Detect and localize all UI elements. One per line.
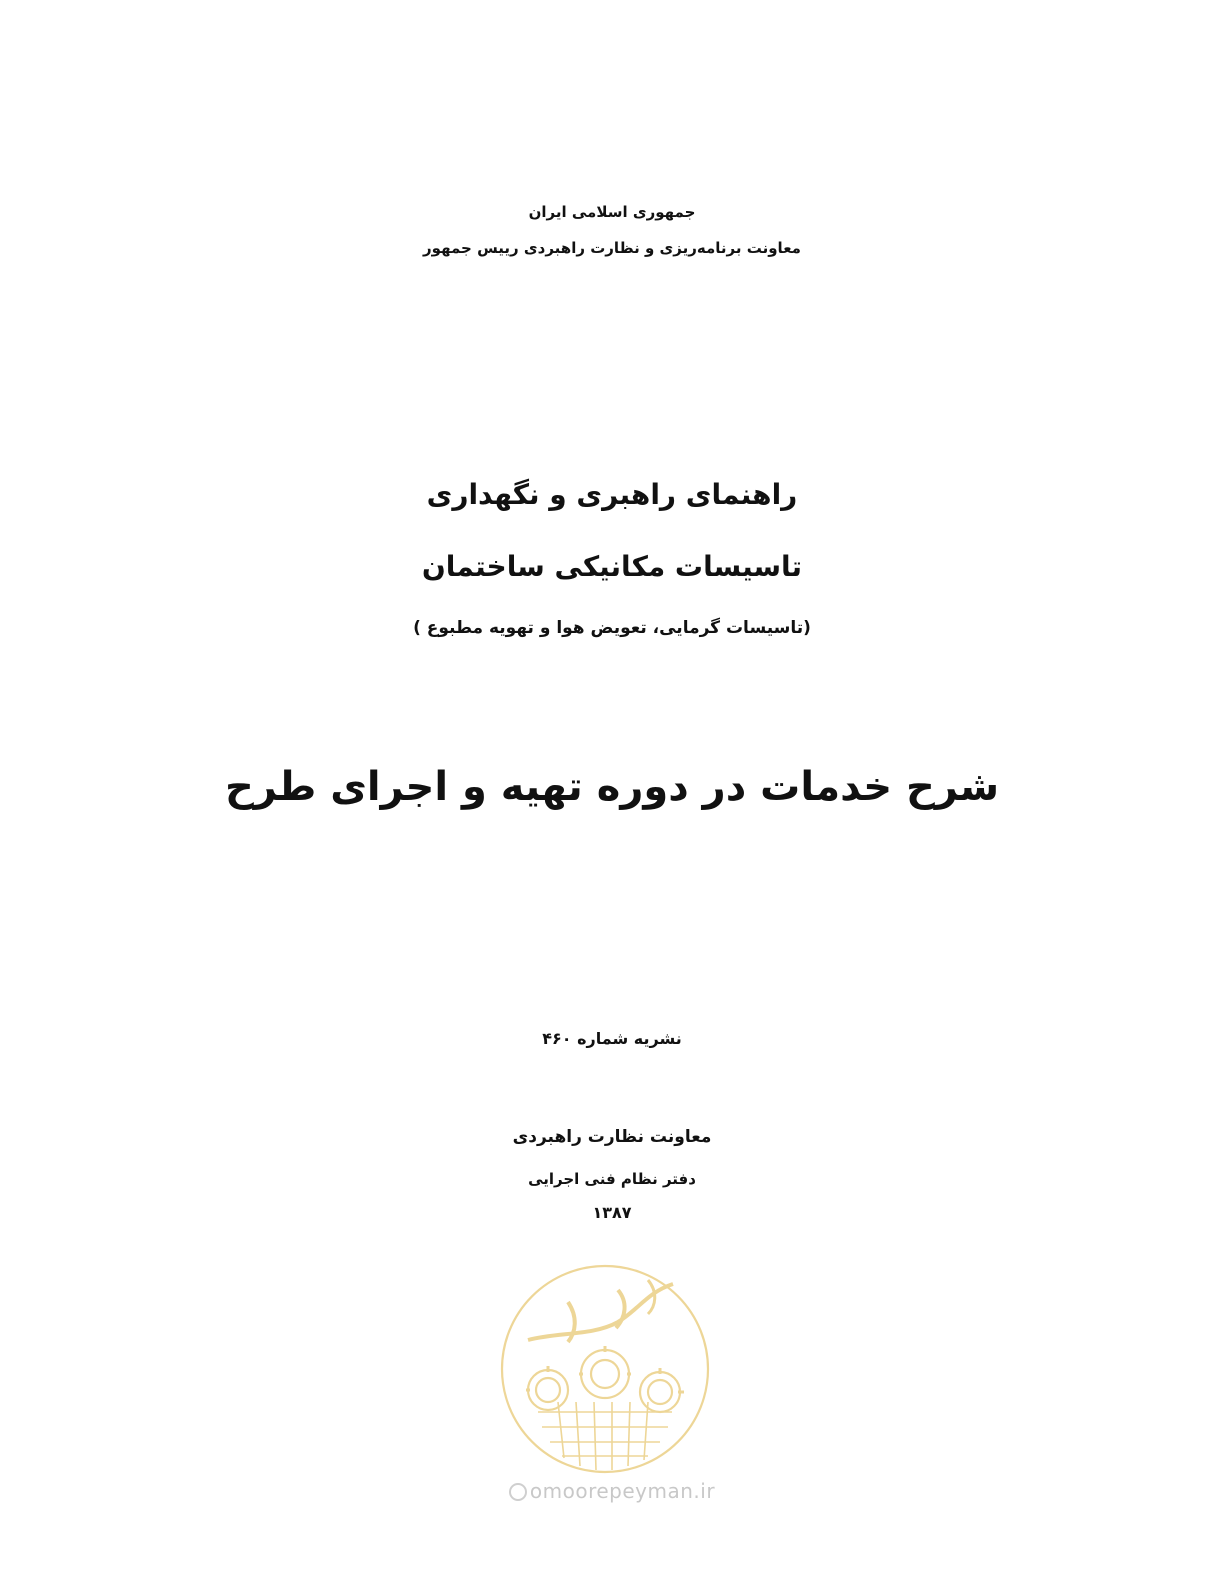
publication-year: ۱۳۸۷ (592, 1203, 632, 1222)
deputy-name: معاونت نظارت راهبردی (512, 1127, 712, 1147)
document-title-line2: تاسیسات مکانیکی ساختمان (421, 550, 803, 583)
watermark-site (0, 1479, 1224, 1503)
document-subtitle: (تاسیسات گرمایی، تعویض هوا و تهویه مطبوع ) (413, 618, 811, 638)
issuing-office: معاونت برنامه‌ریزی و نظارت راهبردی رییس جمهور (423, 239, 801, 257)
watermark-site-text: omoorepeyman.ir (529, 1479, 716, 1503)
bureau-name: دفتر نظام فنی اجرایی (528, 1170, 696, 1188)
at-icon (509, 1483, 527, 1501)
watermark-logo (498, 1262, 712, 1476)
country-name: جمهوری اسلامی ایران (528, 203, 696, 221)
publication-number: نشریه شماره ۴۶۰ (542, 1029, 682, 1048)
main-heading: شرح خدمات در دوره تهیه و اجرای طرح (224, 764, 1000, 810)
document-title-line1: راهنمای راهبری و نگهداری (426, 478, 798, 511)
